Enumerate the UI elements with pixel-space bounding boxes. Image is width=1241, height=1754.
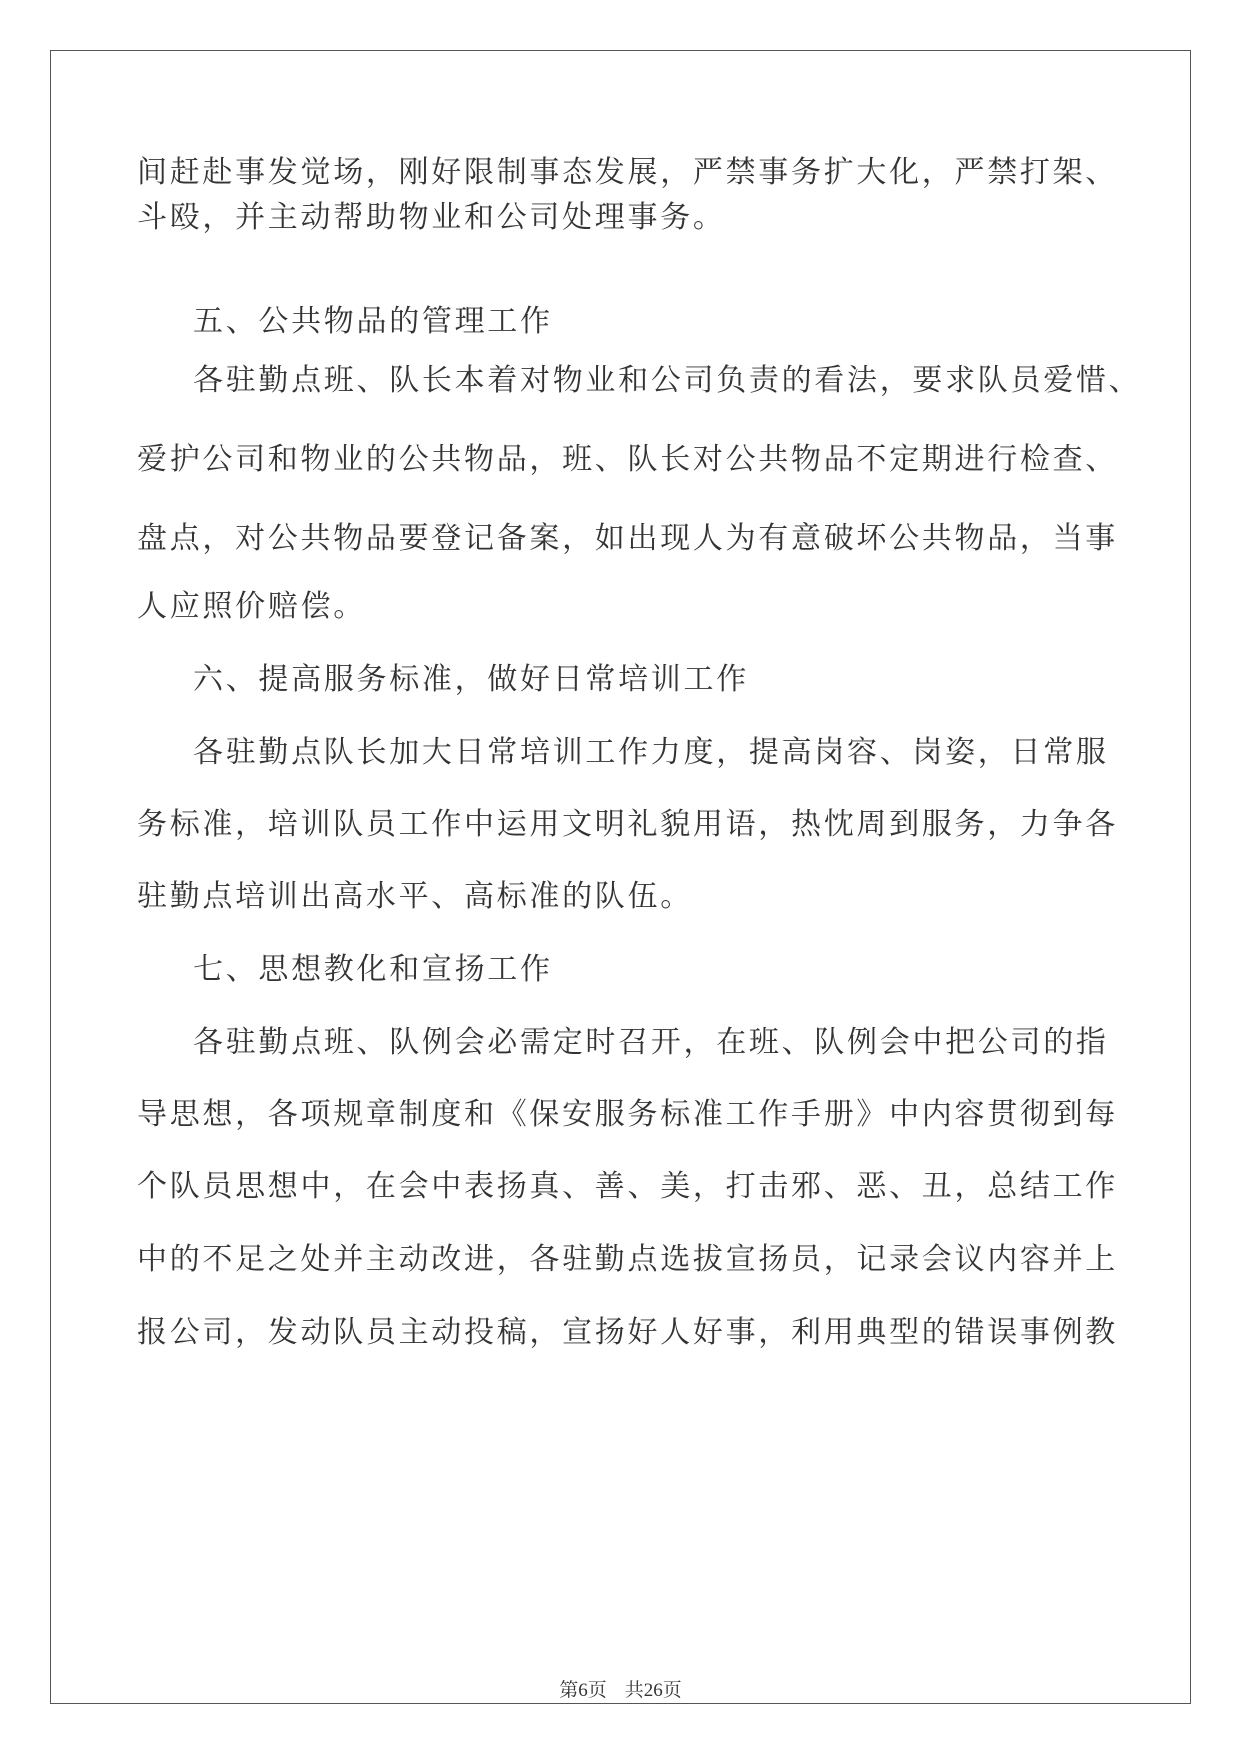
page-number: 第6页 bbox=[559, 1680, 607, 1701]
section-heading: 七、思想教化和宣扬工作 bbox=[193, 952, 553, 987]
page-footer bbox=[0, 1675, 1241, 1702]
body-line: 驻勤点培训出高水平、高标准的队伍。 bbox=[137, 879, 693, 914]
body-line: 爱护公司和物业的公共物品，班、队长对公共物品不定期进行检查、 bbox=[137, 442, 1118, 477]
body-line: 务标准，培训队员工作中运用文明礼貌用语，热忱周到服务，力争各 bbox=[137, 807, 1118, 842]
page-total: 共26页 bbox=[624, 1680, 682, 1701]
body-line: 盘点，对公共物品要登记备案，如出现人为有意破坏公共物品，当事 bbox=[137, 521, 1118, 556]
body-line: 间赶赴事发觉场，刚好限制事态发展，严禁事务扩大化，严禁打架、 bbox=[137, 155, 1118, 190]
body-line: 导思想，各项规章制度和《保安服务标准工作手册》中内容贯彻到每 bbox=[137, 1097, 1118, 1132]
body-line: 报公司，发动队员主动投稿，宣扬好人好事，利用典型的错误事例教 bbox=[137, 1315, 1118, 1350]
body-line: 中的不足之处并主动改进，各驻勤点选拔宣扬员，记录会议内容并上 bbox=[137, 1242, 1118, 1277]
body-line: 各驻勤点班、队例会必需定时召开，在班、队例会中把公司的指 bbox=[193, 1025, 1109, 1060]
section-heading: 六、提高服务标准，做好日常培训工作 bbox=[193, 662, 749, 697]
body-line: 个队员思想中，在会中表扬真、善、美，打击邪、恶、丑，总结工作 bbox=[137, 1169, 1118, 1204]
body-line: 各驻勤点班、队长本着对物业和公司负责的看法，要求队员爱惜、 bbox=[193, 363, 1142, 398]
body-line: 斗殴，并主动帮助物业和公司处理事务。 bbox=[137, 200, 726, 235]
body-line: 人应照价赔偿。 bbox=[137, 589, 366, 624]
body-line: 各驻勤点队长加大日常培训工作力度，提高岗容、岗姿，日常服 bbox=[193, 735, 1109, 770]
section-heading: 五、公共物品的管理工作 bbox=[193, 304, 553, 339]
